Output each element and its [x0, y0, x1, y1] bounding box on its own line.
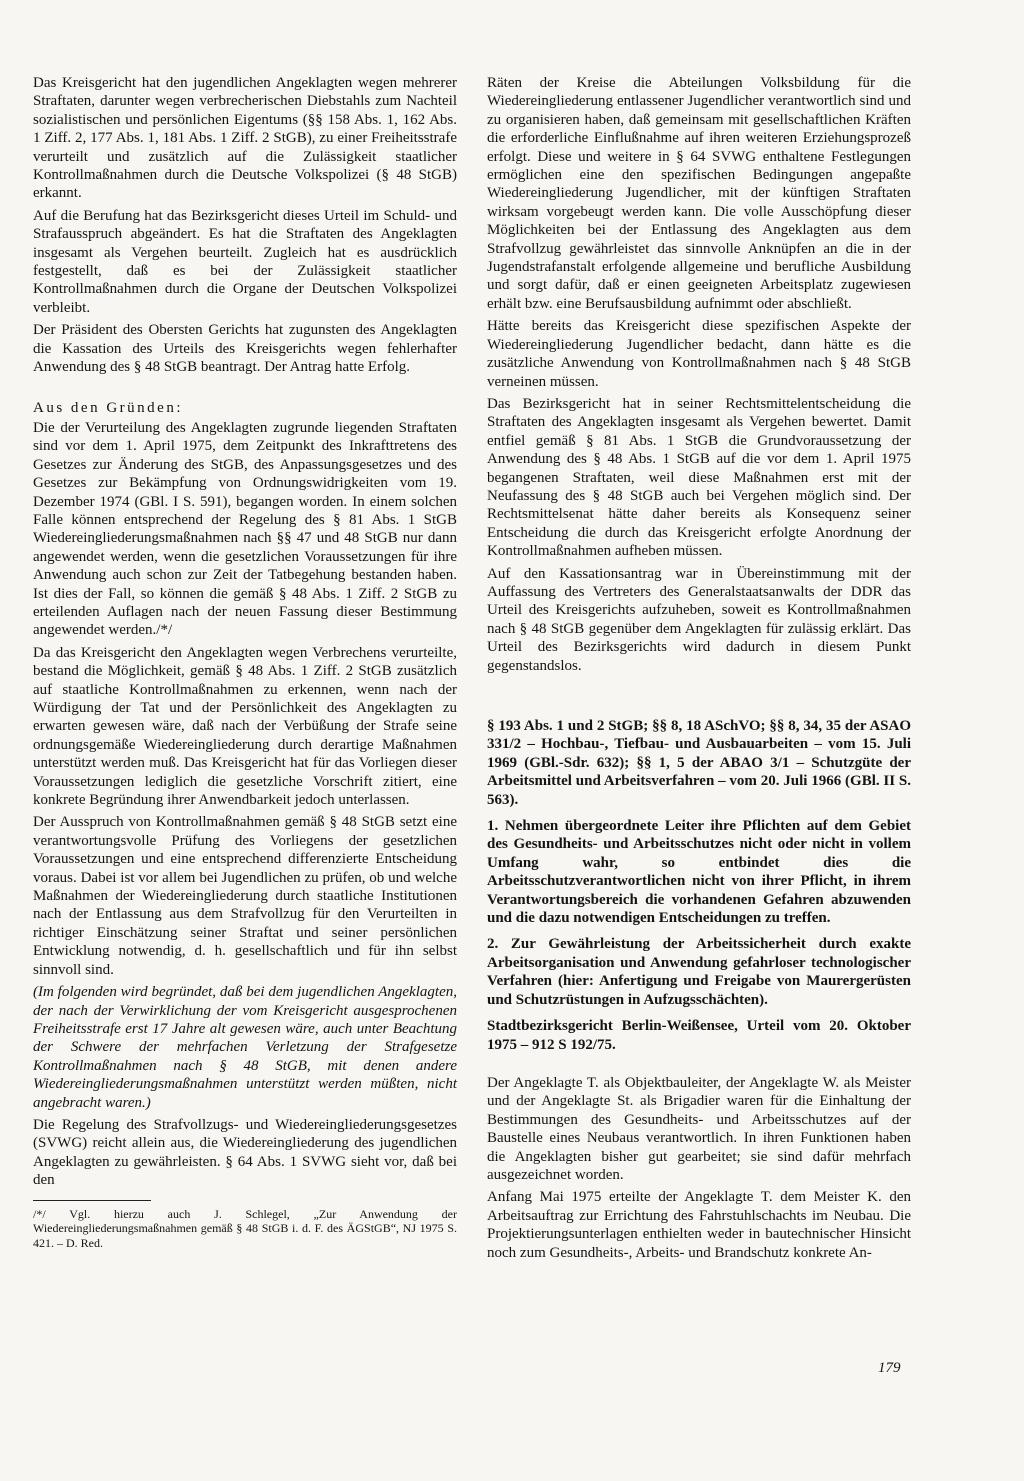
footnote-divider: [33, 1200, 151, 1201]
right-column: [487, 74, 911, 1266]
paragraph: Auf den Kassationsantrag war in Übereinstimmung mit der Auffassung des Vertreters des Generalstaatsanwalts der DDR das Urteil des Kreisgerichts aufzuheben, soweit es Kontrollmaßnahmen nach § 48 StGB gegenüber dem Angeklagten für zulässig erklärt. Das Urteil des Bezirksgerichts wird dadurch in diesem Punkt gegenstandslos.: [487, 565, 911, 674]
paragraph: Hätte bereits das Kreisgericht diese spezifischen Aspekte der Wiedereingliederung Jugendlicher bedacht, dann hätte es die zusätzliche Anwendung von Kontrollmaßnahmen nach § 48 StGB verneinen müssen.: [487, 318, 911, 390]
paragraph: Das Bezirksgericht hat in seiner Rechtsmittelentscheidung die Straftaten des Angeklagten insgesamt als Vergehen bewertet. Damit entfiel gemäß § 81 Abs. 1 StGB die Grundvoraussetzung der Anwendung des § 48 Abs. 1 StGB auf die vor dem 1. April 1975 begangenen Straftaten, weil diese Maßnahmen erst mit der Neufassung des § 48 StGB auch bei Vergehen möglich sind. Der Rechtsmittelsenat hätte daher bereits als Konsequenz seiner Entscheidung die durch das Kreisgericht erfolgte Anordnung der Kontrollmaßnahmen aufheben müssen.: [487, 395, 911, 560]
paragraph: Die Regelung des Strafvollzugs- und Wiedereingliederungsgesetzes (SVWG) reicht allein aus, die Wiedereingliederung des jugendlichen Angeklagten zu gewährleisten. § 64 Abs. 1 SVWG sieht vor, daß bei den: [33, 1116, 457, 1189]
paragraph: Auf die Berufung hat das Bezirksgericht dieses Urteil im Schuld- und Strafausspruch abgeändert. Es hat die Straftaten des Angeklagten insgesamt als Vergehen beurteilt. Zugleich hat es ausdrücklich festgestellt, daß es bei der Zulässigkeit staatlicher Kontrollmaßnahmen durch die Organe der Deutschen Volkspolizei verbleibt.: [33, 207, 457, 316]
footnote: /*/ Vgl. hierzu auch J. Schlegel, „Zur Anwendung der Wiedereingliederungsmaßnahmen gemäß § 48 StGB i. d. F. des ÄGStGB“, NJ 1975 S. 421. – D. Red.: [33, 1206, 457, 1250]
court-citation: Stadtbezirksgericht Berlin-Weißensee, Urteil vom 20. Oktober 1975 – 912 S 192/75.: [487, 1018, 911, 1053]
headnote-point-2: 2. Zur Gewährleistung der Arbeitssicherheit durch exakte Arbeitsorganisation und Anwendung gefahrloser technologischer Verfahren (hier: Anfertigung und Freigabe von Maurergerüsten und Schutzrüstungen in Aufzugsschächten).: [487, 936, 911, 1008]
paragraph: Der Ausspruch von Kontrollmaßnahmen gemäß § 48 StGB setzt eine verantwortungsvolle Prüfung des Vorliegens der gesetzlichen Voraussetzungen und eine entsprechend differenzierte Entscheidung voraus. Dabei ist vor allem bei Jugendlichen zu prüfen, ob und welche Maßnahmen der Wiedereingliederung durch staatliche Institutionen nach der Entlassung aus dem Strafvollzug für den Verurteilten in richtiger Einschätzung seiner Straftat und seiner persönlichen Entwicklung notwendig, d. h. gesellschaftlich und für ihn selbst sinnvoll sind.: [33, 814, 457, 978]
paragraph: Der Präsident des Obersten Gerichts hat zugunsten des Angeklagten die Kassation des Urteils des Kreisgerichts wegen fehlerhafter Anwendung des § 48 StGB beantragt. Der Antrag hatte Erfolg.: [33, 322, 457, 376]
paragraph: Anfang Mai 1975 erteilte der Angeklagte T. dem Meister K. den Arbeitsauftrag zur Errichtung des Fahrstuhlschachts im Neubau. Die Projektierungsunterlagen enthielten weder in bautechnischer Hinsicht noch zum Gesundheits-, Arbeits- und Brandschutz konkrete An-: [487, 1189, 911, 1261]
law-references: § 193 Abs. 1 und 2 StGB; §§ 8, 18 ASchVO; §§ 8, 34, 35 der ASAO 331/2 – Hochbau-, Tiefbau- und Ausbauarbeiten – vom 15. Juli 1969 (GBl.-Sdr. 632); §§ 1, 5 der ABAO 3/1 – Schutzgüte der Arbeitsmittel und Arbeitsverfahren – vom 20. Juli 1966 (GBl. II S. 563).: [487, 718, 911, 808]
paragraph: Die der Verurteilung des Angeklagten zugrunde liegenden Straftaten sind vor dem 1. April 1975, dem Zeitpunkt des Inkrafttretens des Gesetzes zur Änderung des StGB, des Anpassungsgesetzes und des Gesetzes zur Bekämpfung von Ordnungswidrigkeiten vom 19. Dezember 1974 (GBl. I S. 591), begangen worden. In einem solchen Falle können entsprechend der Regelung des § 81 Abs. 1 StGB Wiedereingliederungsmaßnahmen nach §§ 47 und 48 StGB nur dann angewendet werden, wenn die gesetzlichen Voraussetzungen für ihre Anwendung auch schon zur Zeit der Tatbegehung bestanden haben. Ist dies der Fall, so können die gemäß § 48 Abs. 1 Ziff. 2 StGB zu erteilenden Auflagen nach der neuen Fassung dieser Bestimmung angewendet werden./*/: [33, 419, 457, 639]
headnote-point-1: 1. Nehmen übergeordnete Leiter ihre Pflichten auf dem Gebiet des Gesundheits- und Arbeitsschutzes nicht oder nicht in vollem Umfang wahr, so entbindet dies die Arbeitsschutzverantwortlichen nicht von ihrer Pflicht, in ihrem Verantwortungsbereich die vorhandenen Gefahren abzuwenden und die dazu notwendigen Entscheidungen zu treffen.: [487, 818, 911, 927]
paragraph: Da das Kreisgericht den Angeklagten wegen Verbrechens verurteilte, bestand die Möglichkeit, gemäß § 48 Abs. 1 Ziff. 2 StGB zusätzlich auf staatliche Kontrollmaßnahmen zu erkennen, wenn nach der Würdigung der Tat und der Persönlichkeit des Angeklagten zu erwarten gewesen wäre, daß nach der Verbüßung der Strafe seine ordnungsgemäße Wiedereingliederung durch derartige Maßnahmen unterstützt werden muß. Das Kreisgericht hat für das Vorliegen dieser Voraussetzungen lediglich die gesetzliche Vorschrift zitiert, eine konkrete Begründung ihrer Anwendbarkeit jedoch unterlassen.: [33, 644, 457, 809]
left-column: [33, 74, 457, 1250]
section-heading: Aus den Gründen:: [33, 399, 183, 416]
page-number: 179: [878, 1360, 901, 1376]
paragraph: Räten der Kreise die Abteilungen Volksbildung für die Wiedereingliederung entlassener Jugendlicher verantwortlich sind und zu organisieren haben, daß gemeinsam mit gesellschaftlichen Kräften die erforderliche Einflußnahme auf ihren weiteren Erziehungsprozeß erfolgt. Diese und weitere in § 64 SVWG enthaltene Festlegungen ermöglichen eine den spezifischen Bedingungen angepaßte Wiedereingliederung Jugendlicher, mit der künftigen Straftaten wirksam vorgebeugt werden kann. Die volle Ausschöpfung dieser Möglichkeiten bei der Entlassung des Angeklagten aus dem Strafvollzug gewährleistet das sinnvolle Anknüpfen an die in der Jugendstrafanstalt erfolgende allgemeine und berufliche Ausbildung und sorgt dafür, daß er einen geeigneten Arbeitsplatz zugewiesen erhält bzw. eine Berufsausbildung aufnimmt oder abschließt.: [487, 75, 911, 312]
paragraph: Das Kreisgericht hat den jugendlichen Angeklagten wegen mehrerer Straftaten, darunter wegen verbrecherischen Diebstahls zum Nachteil sozialistischen und persönlichen Eigentums (§§ 158 Abs. 1, 162 Abs. 1 Ziff. 2, 177 Abs. 1, 181 Abs. 1 Ziff. 2 StGB), zu einer Freiheitsstrafe verurteilt und zusätzlich auf die Zulässigkeit staatlicher Kontrollmaßnahmen durch die Deutsche Volkspolizei (§ 48 StGB) erkannt.: [33, 75, 457, 202]
paragraph: Der Angeklagte T. als Objektbauleiter, der Angeklagte W. als Meister und der Angeklagte St. als Brigadier waren für die Einhaltung der Bestimmungen des Gesundheits- und Arbeitsschutzes auf der Baustelle eines Neubaus verantwortlich. In ihren Funktionen haben die Angeklagten bisher gut gearbeitet; sie sind dafür mehrfach ausgezeichnet worden.: [487, 1074, 911, 1183]
italic-note: (Im folgenden wird begründet, daß bei dem jugendlichen Angeklagten, der nach der Verwirklichung der vom Kreisgericht ausgesprochenen Freiheitsstrafe erst 17 Jahre alt gewesen wäre, auch unter Beachtung der Schwere der mehrfachen Verletzung der Strafgesetze Kontrollmaßnahmen nach § 48 StGB, mit denen andere Wiedereingliederungsmaßnahmen unterstützt werden müßten, nicht angebracht waren.): [33, 984, 457, 1111]
